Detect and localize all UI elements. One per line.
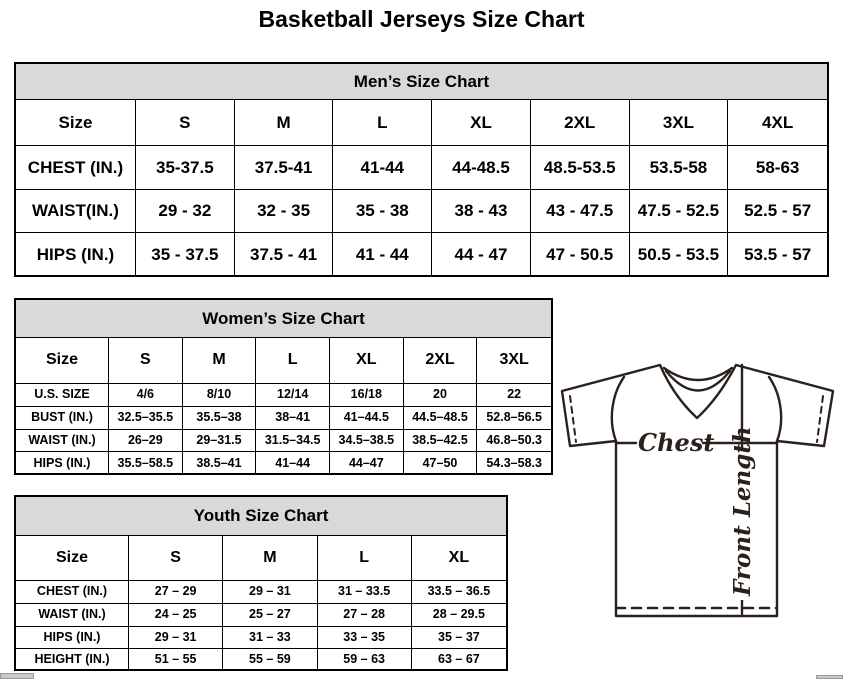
youth-row-label: WAIST (IN.) bbox=[16, 604, 129, 627]
youth-size-chart-title: Youth Size Chart bbox=[16, 497, 506, 536]
womens-value-cell: 31.5–34.5 bbox=[256, 430, 330, 452]
youth-value-cell: 31 – 33.5 bbox=[318, 581, 412, 604]
youth-value-cell: 35 – 37 bbox=[412, 627, 506, 649]
womens-column-header-xl: XL bbox=[330, 338, 404, 384]
youth-column-header-m: M bbox=[223, 536, 317, 581]
womens-value-cell: 44.5–48.5 bbox=[404, 407, 478, 430]
mens-value-cell: 32 - 35 bbox=[235, 190, 334, 233]
jersey-outline bbox=[562, 365, 833, 616]
mens-value-cell: 50.5 - 53.5 bbox=[630, 233, 729, 277]
womens-column-header-s: S bbox=[109, 338, 183, 384]
womens-value-cell: 4/6 bbox=[109, 384, 183, 407]
womens-row-label: WAIST (IN.) bbox=[16, 430, 109, 452]
mens-value-cell: 58-63 bbox=[728, 146, 827, 190]
mens-value-cell: 41-44 bbox=[333, 146, 432, 190]
mens-size-chart-title: Men’s Size Chart bbox=[16, 64, 827, 100]
youth-column-header-s: S bbox=[129, 536, 223, 581]
youth-value-cell: 31 – 33 bbox=[223, 627, 317, 649]
youth-value-cell: 29 – 31 bbox=[129, 627, 223, 649]
mens-value-cell: 35 - 37.5 bbox=[136, 233, 235, 277]
mens-value-cell: 43 - 47.5 bbox=[531, 190, 630, 233]
womens-value-cell: 38.5–42.5 bbox=[404, 430, 478, 452]
womens-value-cell: 41–44 bbox=[256, 452, 330, 475]
youth-row-label: HIPS (IN.) bbox=[16, 627, 129, 649]
mens-value-cell: 47.5 - 52.5 bbox=[630, 190, 729, 233]
womens-value-cell: 54.3–58.3 bbox=[486, 455, 542, 470]
youth-row-label: HEIGHT (IN.) bbox=[16, 649, 129, 671]
womens-size-chart-table bbox=[14, 298, 553, 475]
youth-value-cell: 51 – 55 bbox=[129, 649, 223, 671]
page-title: Basketball Jerseys Size Chart bbox=[258, 6, 585, 32]
youth-value-cell: 29 – 31 bbox=[223, 581, 317, 604]
womens-column-header-l: L bbox=[256, 338, 330, 384]
youth-value-cell: 63 – 67 bbox=[438, 652, 480, 667]
womens-value-cell: 20 bbox=[404, 384, 478, 407]
youth-value-cell: 27 – 29 bbox=[129, 581, 223, 604]
mens-value-cell: 48.5-53.5 bbox=[531, 146, 630, 190]
womens-value-cell: 41–44.5 bbox=[330, 407, 404, 430]
mens-column-header-l: L bbox=[333, 100, 432, 146]
youth-size-chart-table bbox=[14, 495, 508, 671]
mens-value-cell: 38 - 43 bbox=[432, 190, 531, 233]
mens-value-cell: 44 - 47 bbox=[432, 233, 531, 277]
scrollbar-fragment-left bbox=[0, 673, 34, 679]
womens-row-label: U.S. SIZE bbox=[16, 384, 109, 407]
womens-column-header-m: M bbox=[183, 338, 257, 384]
womens-value-cell: 52.8–56.5 bbox=[477, 407, 551, 430]
womens-value-cell: 35.5–58.5 bbox=[109, 452, 183, 475]
mens-value-cell: 35-37.5 bbox=[136, 146, 235, 190]
mens-size-chart-table bbox=[14, 62, 829, 277]
mens-column-header-s: S bbox=[136, 100, 235, 146]
mens-value-cell: 37.5 - 41 bbox=[235, 233, 334, 277]
youth-value-cell: 25 – 27 bbox=[223, 604, 317, 627]
womens-row-label: BUST (IN.) bbox=[16, 407, 109, 430]
mens-row-label: CHEST (IN.) bbox=[16, 146, 136, 190]
womens-column-header-2xl: 2XL bbox=[404, 338, 478, 384]
mens-value-cell: 37.5-41 bbox=[235, 146, 334, 190]
youth-value-cell: 33.5 – 36.5 bbox=[412, 581, 506, 604]
womens-value-cell: 8/10 bbox=[183, 384, 257, 407]
youth-value-cell: 33 – 35 bbox=[318, 627, 412, 649]
mens-value-cell: 41 - 44 bbox=[333, 233, 432, 277]
mens-column-header-4xl: 4XL bbox=[728, 100, 827, 146]
womens-value-cell: 22 bbox=[477, 384, 551, 407]
youth-row-label: CHEST (IN.) bbox=[16, 581, 129, 604]
youth-column-header-xl: XL bbox=[412, 536, 506, 581]
womens-value-cell: 38.5–41 bbox=[183, 452, 257, 475]
mens-size-chart-grid bbox=[16, 100, 827, 277]
womens-value-cell: 29–31.5 bbox=[183, 430, 257, 452]
mens-column-header-2xl: 2XL bbox=[531, 100, 630, 146]
youth-value-cell: 24 – 25 bbox=[129, 604, 223, 627]
youth-value-cell: 55 – 59 bbox=[223, 649, 317, 671]
youth-column-header-size: Size bbox=[16, 536, 129, 581]
womens-value-cell: 32.5–35.5 bbox=[109, 407, 183, 430]
womens-value-cell: 47–50 bbox=[404, 452, 478, 475]
youth-column-header-l: L bbox=[318, 536, 412, 581]
womens-value-cell: 12/14 bbox=[256, 384, 330, 407]
mens-value-cell: 52.5 - 57 bbox=[728, 190, 827, 233]
mens-value-cell: 44-48.5 bbox=[432, 146, 531, 190]
womens-row-label: HIPS (IN.) bbox=[16, 452, 109, 475]
mens-value-cell: 53.5-58 bbox=[630, 146, 729, 190]
womens-value-cell: 46.8–50.3 bbox=[477, 430, 551, 452]
mens-column-header-m: M bbox=[235, 100, 334, 146]
womens-size-chart-grid bbox=[16, 338, 551, 475]
womens-column-header-3xl: 3XL bbox=[477, 338, 551, 384]
mens-value-cell: 35 - 38 bbox=[333, 190, 432, 233]
mens-value-cell: 53.5 - 57 bbox=[744, 245, 812, 265]
womens-value-cell: 38–41 bbox=[256, 407, 330, 430]
youth-value-cell: 27 – 28 bbox=[318, 604, 412, 627]
youth-size-chart-grid bbox=[16, 536, 506, 671]
mens-row-label: HIPS (IN.) bbox=[16, 233, 136, 277]
mens-column-header-size: Size bbox=[16, 100, 136, 146]
womens-value-cell: 26–29 bbox=[109, 430, 183, 452]
mens-value-cell: 29 - 32 bbox=[136, 190, 235, 233]
womens-value-cell: 34.5–38.5 bbox=[330, 430, 404, 452]
jersey-measurement-diagram bbox=[558, 358, 838, 624]
mens-column-header-xl: XL bbox=[432, 100, 531, 146]
front-length-label: Front Length bbox=[729, 426, 756, 596]
womens-value-cell: 35.5–38 bbox=[183, 407, 257, 430]
youth-value-cell: 59 – 63 bbox=[318, 649, 412, 671]
mens-row-label: WAIST(IN.) bbox=[16, 190, 136, 233]
womens-size-chart-title: Women’s Size Chart bbox=[16, 300, 551, 338]
scrollbar-fragment-right bbox=[816, 675, 843, 679]
womens-column-header-size: Size bbox=[16, 338, 109, 384]
mens-column-header-3xl: 3XL bbox=[630, 100, 729, 146]
chest-label: Chest bbox=[638, 428, 715, 457]
womens-value-cell: 44–47 bbox=[330, 452, 404, 475]
womens-value-cell: 16/18 bbox=[330, 384, 404, 407]
mens-value-cell: 47 - 50.5 bbox=[531, 233, 630, 277]
youth-value-cell: 28 – 29.5 bbox=[412, 604, 506, 627]
